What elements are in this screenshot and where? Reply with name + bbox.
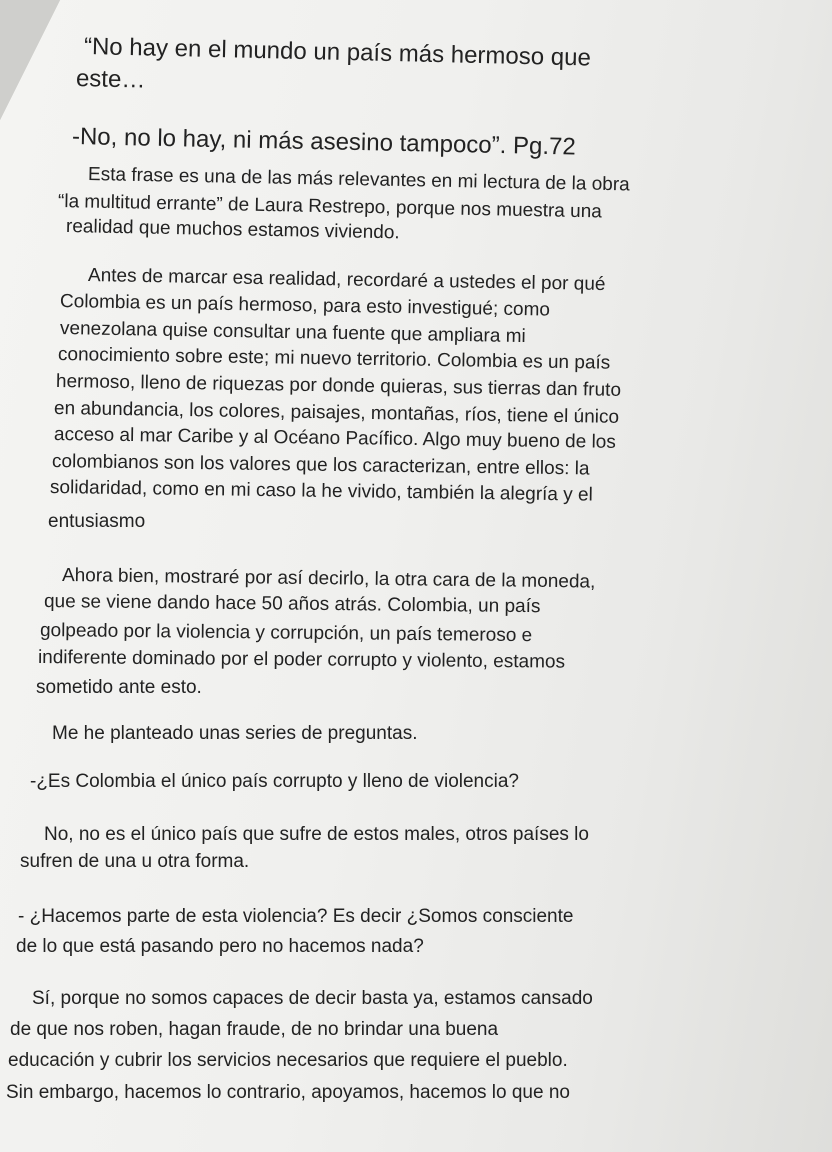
text-line: de que nos roben, hagan fraude, de no brindar una buena — [10, 1019, 499, 1040]
text-line: colombianos son los valores que los caracterizan, entre ellos: la — [51, 451, 590, 480]
text-line: sometido ante esto. — [36, 677, 202, 698]
text-line: sufren de una u otra forma. — [20, 851, 250, 872]
text-line: No, no es el único país que sufre de estos males, otros países lo — [44, 824, 589, 845]
text-line: Esta frase es una de las más relevantes en mi lectura de la obra — [87, 164, 630, 196]
text-line: indiferente dominado por el poder corrupto y violento, estamos — [37, 647, 566, 673]
text-line: Me he planteado unas series de preguntas. — [52, 723, 418, 744]
text-line: Antes de marcar esa realidad, recordaré a ustedes el por qué — [87, 265, 606, 296]
question-line: - ¿Hacemos parte de esta violencia? Es decir ¿Somos consciente — [18, 906, 574, 927]
text-line: acceso al mar Caribe y al Océano Pacífico. Algo muy bueno de los — [53, 424, 616, 453]
text-line: Ahora bien, mostraré por así decirlo, la otra cara de la moneda, — [61, 565, 596, 593]
text-line: entusiasmo — [48, 511, 146, 532]
text-line: Colombia es un país hermoso, para esto investigué; como — [59, 291, 551, 321]
text-line: golpeado por la violencia y corrupción, un país temeroso e — [39, 620, 533, 647]
quote-line-2: este… — [75, 65, 146, 94]
text-line: Sí, porque no somos capaces de decir basta ya, estamos cansado — [32, 988, 593, 1009]
text-line: conocimiento sobre este; mi nuevo territorio. Colombia es un país — [57, 344, 611, 374]
text-line: “la multitud errante” de Laura Restrepo, porque nos muestra una — [57, 191, 603, 223]
quote-line-3: -No, no lo hay, ni más asesino tampoco”. Pg.72 — [71, 123, 576, 161]
text-line: realidad que muchos estamos viviendo. — [65, 216, 400, 244]
text-line: venezolana quise consultar una fuente que ampliara mi — [59, 318, 526, 348]
question-line: de lo que está pasando pero no hacemos nada? — [16, 936, 424, 957]
text-line: que se viene dando hace 50 años atrás. Colombia, un país — [43, 591, 541, 618]
text-line: Sin embargo, hacemos lo contrario, apoyamos, hacemos lo que no — [6, 1082, 570, 1103]
text-line: educación y cubrir los servicios necesarios que requiere el pueblo. — [8, 1050, 568, 1071]
question-line: -¿Es Colombia el único país corrupto y lleno de violencia? — [30, 771, 519, 792]
quote-line-1: “No hay en el mundo un país más hermoso que — [83, 33, 592, 72]
text-line: hermoso, lleno de riquezas por donde quieras, sus tierras dan fruto — [55, 371, 622, 401]
text-line: en abundancia, los colores, paisajes, montañas, ríos, tiene el único — [53, 398, 620, 428]
text-line: solidaridad, como en mi caso la he vivido, también la alegría y el — [49, 477, 593, 506]
